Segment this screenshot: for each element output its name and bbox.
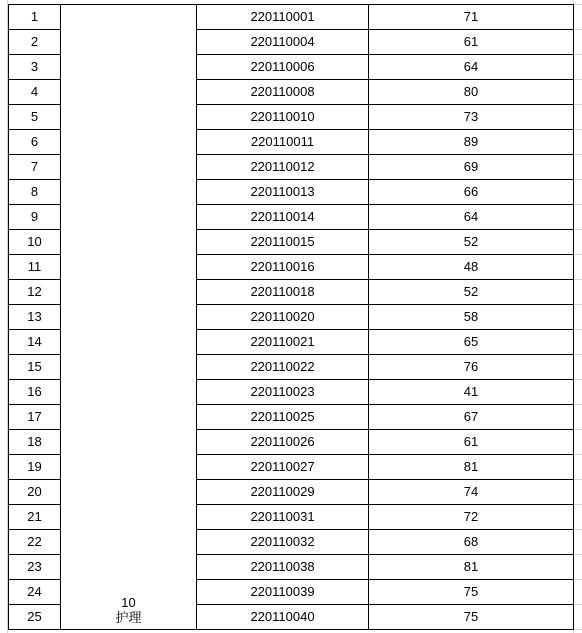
score-cell[interactable]: 72 — [369, 505, 574, 530]
gridline — [574, 4, 582, 5]
gridline — [574, 279, 582, 280]
row-number-cell[interactable]: 20 — [9, 480, 61, 505]
gridline — [574, 454, 582, 455]
student-id-cell[interactable]: 220110001 — [197, 5, 369, 30]
student-id-cell[interactable]: 220110010 — [197, 105, 369, 130]
gridline — [574, 79, 582, 80]
score-cell[interactable]: 75 — [369, 605, 574, 630]
score-cell[interactable]: 64 — [369, 55, 574, 80]
gridline — [574, 129, 582, 130]
student-id-cell[interactable]: 220110023 — [197, 380, 369, 405]
student-id-cell[interactable]: 220110018 — [197, 280, 369, 305]
gridline — [574, 104, 582, 105]
student-id-cell[interactable]: 220110011 — [197, 130, 369, 155]
row-number-cell[interactable]: 1 — [9, 5, 61, 30]
score-cell[interactable]: 66 — [369, 180, 574, 205]
score-cell[interactable]: 52 — [369, 230, 574, 255]
gridline — [574, 354, 582, 355]
row-number-cell[interactable]: 10 — [9, 230, 61, 255]
score-cell[interactable]: 75 — [369, 580, 574, 605]
student-id-cell[interactable]: 220110004 — [197, 30, 369, 55]
student-id-cell[interactable]: 220110022 — [197, 355, 369, 380]
row-number-cell[interactable]: 2 — [9, 30, 61, 55]
row-number-cell[interactable]: 11 — [9, 255, 61, 280]
student-id-cell[interactable]: 220110015 — [197, 230, 369, 255]
next-row-partial — [8, 629, 573, 633]
score-cell[interactable]: 71 — [369, 5, 574, 30]
student-id-cell[interactable]: 220110029 — [197, 480, 369, 505]
gridline — [574, 204, 582, 205]
row-number-cell[interactable]: 5 — [9, 105, 61, 130]
score-cell[interactable]: 48 — [369, 255, 574, 280]
row-number-cell[interactable]: 24 — [9, 580, 61, 605]
gridline — [574, 179, 582, 180]
group-label: 10 — [121, 595, 136, 610]
score-table — [8, 4, 574, 630]
score-cell[interactable]: 61 — [369, 30, 574, 55]
row-number-cell[interactable]: 9 — [9, 205, 61, 230]
gridline — [574, 554, 582, 555]
gridline — [574, 529, 582, 530]
score-cell[interactable]: 64 — [369, 205, 574, 230]
gridline — [574, 504, 582, 505]
score-cell[interactable]: 41 — [369, 380, 574, 405]
student-id-cell[interactable]: 220110031 — [197, 505, 369, 530]
gridline — [574, 404, 582, 405]
gridline — [574, 604, 582, 605]
gridline — [574, 479, 582, 480]
student-id-cell[interactable]: 220110025 — [197, 405, 369, 430]
score-cell[interactable]: 80 — [369, 80, 574, 105]
merged-group-cell[interactable] — [61, 5, 197, 630]
score-table-body — [9, 5, 574, 630]
score-cell[interactable]: 81 — [369, 455, 574, 480]
score-cell[interactable]: 68 — [369, 530, 574, 555]
score-cell[interactable]: 74 — [369, 480, 574, 505]
score-cell[interactable]: 58 — [369, 305, 574, 330]
student-id-cell[interactable]: 220110038 — [197, 555, 369, 580]
score-cell[interactable]: 73 — [369, 105, 574, 130]
gridline — [574, 329, 582, 330]
gridline — [574, 629, 582, 630]
student-id-cell[interactable]: 220110032 — [197, 530, 369, 555]
row-number-cell[interactable]: 25 — [9, 605, 61, 630]
score-cell[interactable]: 67 — [369, 405, 574, 430]
row-number-cell[interactable]: 15 — [9, 355, 61, 380]
score-cell[interactable]: 76 — [369, 355, 574, 380]
gridline — [574, 29, 582, 30]
student-id-cell[interactable]: 220110040 — [197, 605, 369, 630]
gridline — [574, 254, 582, 255]
score-cell[interactable]: 69 — [369, 155, 574, 180]
student-id-cell[interactable]: 220110039 — [197, 580, 369, 605]
row-number-cell[interactable]: 13 — [9, 305, 61, 330]
gridline — [574, 229, 582, 230]
score-cell[interactable]: 65 — [369, 330, 574, 355]
row-number-cell[interactable]: 17 — [9, 405, 61, 430]
score-cell[interactable]: 89 — [369, 130, 574, 155]
student-id-cell[interactable]: 220110013 — [197, 180, 369, 205]
row-number-cell[interactable]: 18 — [9, 430, 61, 455]
gridline — [574, 304, 582, 305]
row-number-cell[interactable]: 4 — [9, 80, 61, 105]
student-id-cell[interactable]: 220110006 — [197, 55, 369, 80]
row-number-cell[interactable]: 21 — [9, 505, 61, 530]
gridline — [574, 54, 582, 55]
gridline — [574, 429, 582, 430]
row-number-cell[interactable]: 16 — [9, 380, 61, 405]
student-id-cell[interactable]: 220110014 — [197, 205, 369, 230]
row-number-cell[interactable]: 23 — [9, 555, 61, 580]
gridline — [574, 579, 582, 580]
student-id-cell[interactable]: 220110021 — [197, 330, 369, 355]
group-name: 护理 — [115, 610, 142, 625]
row-number-cell[interactable]: 12 — [9, 280, 61, 305]
row-number-cell[interactable]: 8 — [9, 180, 61, 205]
score-cell[interactable]: 52 — [369, 280, 574, 305]
gridline — [574, 379, 582, 380]
student-id-cell[interactable]: 220110008 — [197, 80, 369, 105]
student-id-cell[interactable]: 220110020 — [197, 305, 369, 330]
gridline-right-column — [573, 0, 582, 633]
gridline — [574, 154, 582, 155]
score-cell[interactable]: 61 — [369, 430, 574, 455]
student-id-cell[interactable]: 220110012 — [197, 155, 369, 180]
student-id-cell[interactable]: 220110016 — [197, 255, 369, 280]
row-number-cell[interactable]: 6 — [9, 130, 61, 155]
row-number-cell[interactable]: 22 — [9, 530, 61, 555]
row-number-cell[interactable]: 19 — [9, 455, 61, 480]
score-cell[interactable]: 81 — [369, 555, 574, 580]
student-id-cell[interactable]: 220110027 — [197, 455, 369, 480]
table-row — [9, 5, 574, 30]
row-number-cell[interactable]: 14 — [9, 330, 61, 355]
row-number-cell[interactable]: 3 — [9, 55, 61, 80]
gridline-left-column — [0, 0, 8, 633]
row-number-cell[interactable]: 7 — [9, 155, 61, 180]
student-id-cell[interactable]: 220110026 — [197, 430, 369, 455]
